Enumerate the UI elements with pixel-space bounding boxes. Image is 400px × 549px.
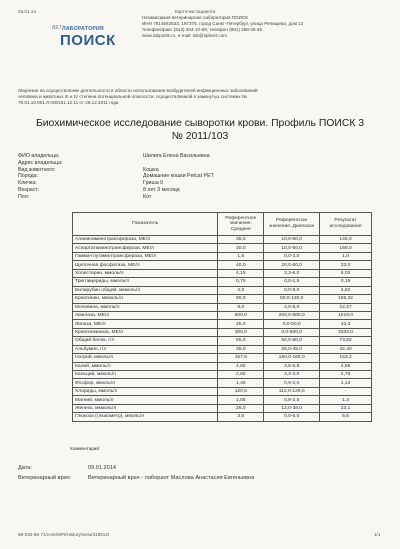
field-value: Кот: [143, 193, 152, 200]
cell-result: 22,27: [320, 303, 372, 311]
cell-result: -: [320, 387, 372, 395]
field-value: Гриша 0: [143, 180, 164, 187]
table-row: [73, 286, 372, 294]
cell-ref-range: 10,0-60,0: [264, 236, 320, 244]
report-title: Биохимическое исследование сыворотки крови. Профиль ПОИСК 3 № 2011/103: [35, 118, 365, 142]
cell-ref-range: 4,0-8,0: [264, 303, 320, 311]
cell-ref-mean: 1,45: [218, 379, 264, 387]
lab-contacts: [142, 15, 377, 39]
cell-ref-mean: 35,0: [218, 345, 264, 353]
table-row: [73, 354, 372, 362]
comment-label: Комментарий:: [70, 446, 101, 451]
cell-parameter: Аспартатаминотрансфераза, МЕ/л: [73, 244, 218, 252]
contacts-line: www.labpoisk.ru, e-mail: lab@spbvet.com: [142, 33, 228, 38]
date-value: 09.01.2014: [88, 465, 116, 471]
cell-parameter: Калий, ммоль/л: [73, 362, 218, 370]
cell-ref-range: 25,0-45,0: [264, 345, 320, 353]
cell-ref-range: 10,0-50,0: [264, 244, 320, 252]
cell-parameter: Гамма-глутамилтрансфераза, МЕ/л: [73, 252, 218, 260]
field-label: Кличка:: [18, 180, 37, 187]
date-label: Дата:: [18, 465, 32, 471]
field-sex: [18, 194, 318, 201]
table-row: [73, 303, 372, 311]
col-header-ref-mean: Референтное значение. Среднее: [218, 213, 264, 236]
lab-logo: [52, 22, 116, 50]
cell-result: 165,32: [320, 295, 372, 303]
field-value: Кошка: [143, 166, 159, 173]
contacts-line: ИНН 7814563533, 197375, город Санкт-Петербург, улица Репищева, дом 13: [142, 21, 304, 26]
cell-ref-mean: 1,5: [218, 252, 264, 260]
license-line: Лицензия на осуществление деятельности в области использования возбудителей инфекционных заболеваний: [18, 88, 258, 93]
cell-ref-range: 0,9-2,0: [264, 379, 320, 387]
field-label: Вид животного:: [18, 166, 56, 173]
cell-ref-mean: 8,0: [218, 303, 264, 311]
table-row: [73, 404, 372, 412]
col-header-ref-range: Референтное значение. Диапазон: [264, 213, 320, 236]
cell-parameter: Кальций, ммоль/л: [73, 371, 218, 379]
contacts-line: Независимая ветеринарная лаборатория ПОИСК: [142, 15, 248, 20]
cell-result: 4,82: [320, 286, 372, 294]
header-caption: Карточка пациента: [175, 9, 216, 14]
col-header-result: Результат исследования: [320, 213, 372, 236]
field-owner: [18, 153, 318, 160]
table-row: [73, 244, 372, 252]
cell-ref-range: 0,8-2,5: [264, 396, 320, 404]
table-row: [73, 236, 372, 244]
cell-ref-range: 0,0-50,0: [264, 320, 320, 328]
table-row: [73, 379, 372, 387]
cell-ref-mean: 30,0: [218, 244, 264, 252]
cell-result: 73,82: [320, 337, 372, 345]
cell-ref-mean: 4,65: [218, 362, 264, 370]
table-row: [73, 252, 372, 260]
cell-parameter: Холестерин, ммоль/л: [73, 269, 218, 277]
cell-ref-mean: 25,0: [218, 404, 264, 412]
cell-ref-mean: 0,75: [218, 278, 264, 286]
cell-ref-range: 200,0-800,0: [264, 311, 320, 319]
license-line: 78.01.10.001.Л.000181.12.11 от 28.12.2011 года: [18, 100, 119, 105]
cell-ref-range: 12,0-38,0: [264, 404, 320, 412]
cell-result: 145,0: [320, 236, 372, 244]
field-label: Пол:: [18, 193, 30, 200]
cell-parameter: Магний, ммоль/л: [73, 396, 218, 404]
table-row: [73, 261, 372, 269]
footer-url: 88-233-86-71/core/MPI/History/view/318512/: [18, 532, 110, 537]
cell-parameter: Общий белок, г/л: [73, 337, 218, 345]
cell-result: 1,0: [320, 252, 372, 260]
cell-ref-mean: 120,5: [218, 387, 264, 395]
table-row: [73, 295, 372, 303]
date-row: [18, 465, 116, 471]
results-table: [72, 212, 372, 422]
field-value: Шилига Елена Васильевна: [143, 153, 210, 159]
table-row: [73, 328, 372, 336]
cell-parameter: Триглицериды, ммоль/л: [73, 278, 218, 286]
page-number: 1/1: [374, 532, 381, 537]
cell-ref-range: 3,5-5,8: [264, 362, 320, 370]
cell-parameter: Амилаза, МЕ/л: [73, 311, 218, 319]
table-row: [73, 345, 372, 353]
cell-parameter: Хлориды, ммоль/л: [73, 387, 218, 395]
cell-ref-mean: 300,0: [218, 328, 264, 336]
table-row: [73, 371, 372, 379]
cell-result: 23,1: [320, 404, 372, 412]
cell-ref-mean: 157,5: [218, 354, 264, 362]
cell-parameter: Натрий, ммоль/л: [73, 354, 218, 362]
license-line: человека и животных III и IV степени потенциальной опасности, осуществляемой в замкнутых системах №: [18, 94, 247, 99]
cell-result: 168,0: [320, 244, 372, 252]
field-name: [18, 180, 318, 187]
table-row: [73, 362, 372, 370]
cell-result: 153,2: [320, 354, 372, 362]
cell-parameter: Фосфор, ммоль/л: [73, 379, 218, 387]
logo-line2: ПОИСК: [60, 32, 116, 49]
cell-result: 1,13: [320, 379, 372, 387]
cell-parameter: Железо, мкмоль/л: [73, 404, 218, 412]
table-row: [73, 396, 372, 404]
table-row: [73, 278, 372, 286]
logo-line1: ЛАБОРАТОРИЯ: [62, 26, 104, 32]
cell-result: 33,0: [320, 261, 372, 269]
cell-ref-range: 2,3-6,0: [264, 269, 320, 277]
cell-ref-range: 20,0-60,0: [264, 261, 320, 269]
cell-parameter: Мочевина, ммоль/л: [73, 303, 218, 311]
logo-small-text: ВЕТ: [52, 25, 62, 31]
cell-ref-range: 0,0-8,0: [264, 286, 320, 294]
cell-ref-range: 50,0-80,0: [264, 337, 320, 345]
cell-ref-mean: 3,0: [218, 413, 264, 421]
cell-ref-range: 150,0-165,0: [264, 354, 320, 362]
cell-ref-mean: 25,0: [218, 320, 264, 328]
table-row: [73, 337, 372, 345]
field-label: Адрес владельца:: [18, 159, 63, 166]
table-row: [73, 320, 372, 328]
license-text: [18, 88, 368, 106]
cell-ref-mean: 500,0: [218, 311, 264, 319]
cell-result: 4,85: [320, 362, 372, 370]
cell-result: 3333,0: [320, 328, 372, 336]
table-row: [73, 413, 372, 421]
field-age: [18, 187, 318, 194]
cell-parameter: Креатинкиназа, МЕ/л: [73, 328, 218, 336]
vet-label: Ветеринарный врач:: [18, 475, 72, 481]
cell-ref-range: 0,0-600,0: [264, 328, 320, 336]
cell-result: 1519,0: [320, 311, 372, 319]
cell-parameter: Глюкоза (глюкометр), ммоль/л: [73, 413, 218, 421]
field-address: [18, 160, 318, 167]
cell-parameter: Липаза, МЕ/л: [73, 320, 218, 328]
cell-ref-range: 0,0-1,5: [264, 278, 320, 286]
cell-ref-mean: 4,0: [218, 286, 264, 294]
cell-ref-mean: 2,65: [218, 371, 264, 379]
contacts-line: телефон/факс (812) 304-10-69, телефон (981) 388-38-45: [142, 27, 263, 32]
cell-parameter: Щелочная фосфатаза, МЕ/л: [73, 261, 218, 269]
cell-result: 5,02: [320, 269, 372, 277]
cell-result: 5,5: [320, 413, 372, 421]
field-breed: [18, 173, 318, 180]
cell-result: 1,3: [320, 396, 372, 404]
field-label: ФИО владельца:: [18, 153, 60, 159]
field-value: 8 лет 3 месяца: [143, 186, 180, 193]
cell-result: 0,19: [320, 278, 372, 286]
cell-ref-range: 0,0-3,0: [264, 252, 320, 260]
cell-parameter: Билирубин общий, мкмоль/л: [73, 286, 218, 294]
cell-parameter: Креатинин, мкмоль/л: [73, 295, 218, 303]
cell-ref-mean: 90,0: [218, 295, 264, 303]
header-date: 03.01.14: [18, 9, 36, 14]
table-row: [73, 387, 372, 395]
table-header-row: [73, 213, 372, 236]
cell-ref-mean: 35,0: [218, 236, 264, 244]
vet-row: [18, 475, 254, 481]
field-label: Возраст:: [18, 186, 40, 193]
vet-value: Ветеринарный врач - лаборант Маслова Анастасия Евгеньевна: [88, 475, 255, 481]
cell-ref-range: 0,0-6,0: [264, 413, 320, 421]
cell-ref-mean: 65,0: [218, 337, 264, 345]
cell-result: 2,76: [320, 371, 372, 379]
field-label: Порода:: [18, 173, 39, 180]
table-row: [73, 311, 372, 319]
cell-ref-mean: 4,15: [218, 269, 264, 277]
cell-ref-range: 112,0-129,0: [264, 387, 320, 395]
cell-ref-mean: 1,05: [218, 396, 264, 404]
cell-ref-range: 2,3-3,0: [264, 371, 320, 379]
cell-ref-mean: 40,0: [218, 261, 264, 269]
table-row: [73, 269, 372, 277]
cell-result: 42,40: [320, 345, 372, 353]
field-value: Домашние кошки Petcat PET: [143, 173, 214, 180]
field-species: [18, 167, 318, 174]
cell-result: 43,3: [320, 320, 372, 328]
cell-parameter: Альбумин, г/л: [73, 345, 218, 353]
cell-ref-range: 50,0-130,0: [264, 295, 320, 303]
cell-parameter: Аланинаминотрансфераза, МЕ/л: [73, 236, 218, 244]
patient-fields: [18, 153, 318, 201]
col-header-parameter: Показатель: [73, 213, 218, 236]
